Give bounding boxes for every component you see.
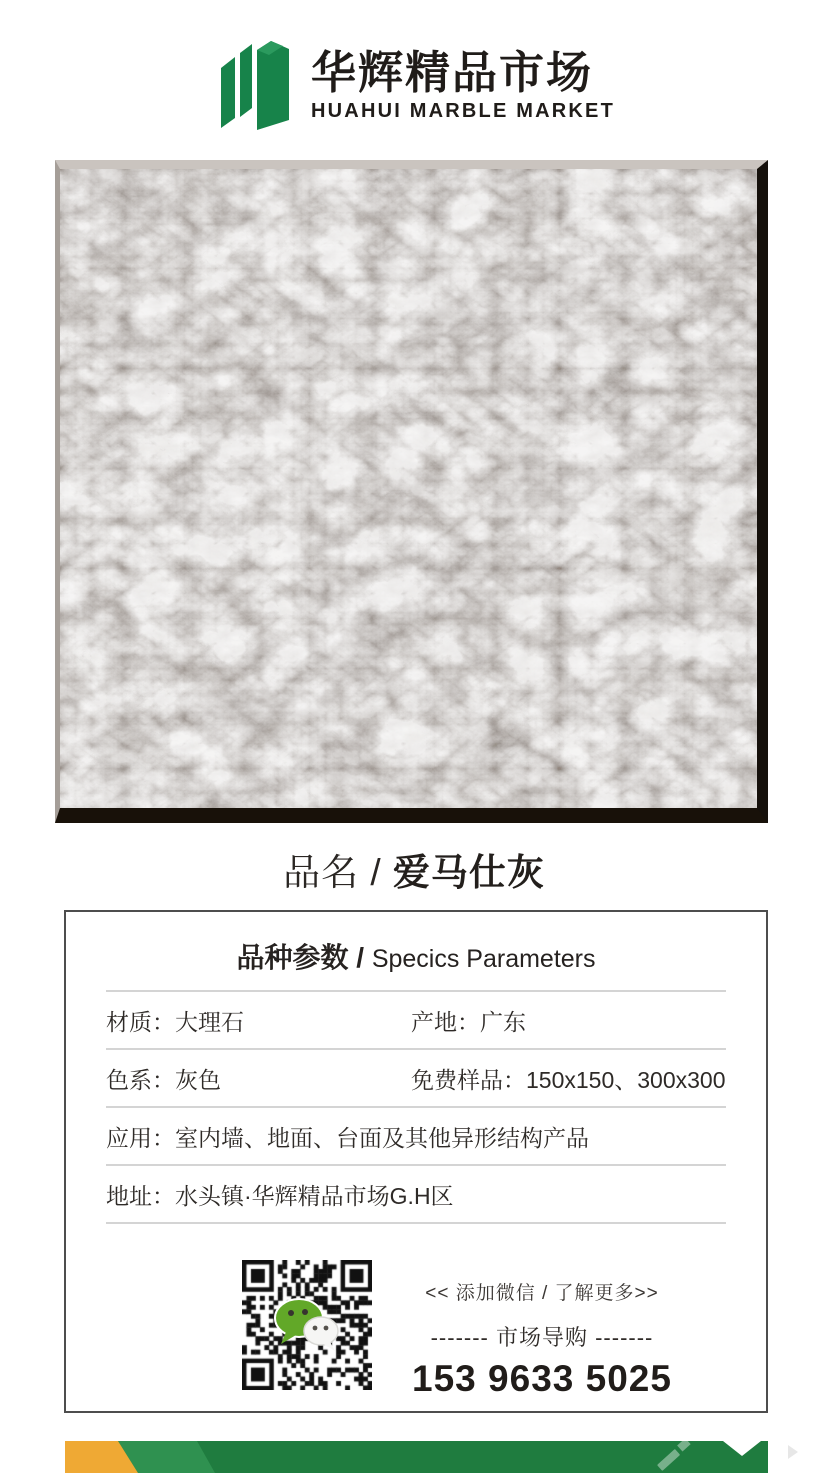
spec-address: 地址：水头镇·华辉精品市场G.H区 (106, 1182, 454, 1209)
wechat-icon (272, 1296, 342, 1352)
spec-row-address (106, 1166, 726, 1224)
product-title-label: 品名 / (283, 852, 393, 893)
market-guide-label: ------- 市场导购 ------- (430, 1325, 654, 1350)
spec-material: 材质：大理石 (106, 1008, 244, 1035)
specs-header-en: Specics Parameters (371, 945, 596, 973)
footer-banner (65, 1441, 768, 1473)
spec-origin: 产地：广东 (411, 1008, 526, 1035)
brand-logo (213, 40, 615, 132)
product-name: 爱马仕灰 (392, 852, 545, 893)
corner-watermark-chevron (788, 1445, 798, 1459)
wechat-qr-code (242, 1260, 372, 1390)
spec-free-sample: 免费样品：150x150、300x300 (411, 1066, 726, 1093)
spec-row-material-origin (106, 992, 726, 1050)
brand-name-cn: 华辉精品市场 (311, 47, 594, 99)
specs-header-cn: 品种参数 / (236, 942, 372, 973)
wechat-hint: << 添加微信 / 了解更多>> (425, 1283, 659, 1304)
brand-name-en: HUAHUI MARBLE MARKET (311, 99, 615, 122)
specs-table (106, 990, 726, 1224)
specs-header (66, 912, 766, 976)
spec-application: 应用：室内墙、地面、台面及其他异形结构产品 (106, 1124, 589, 1151)
spec-row-application (106, 1108, 726, 1166)
product-title (0, 842, 828, 896)
books-logo-icon (213, 40, 293, 132)
phone-number: 153 9633 5025 (412, 1358, 672, 1399)
specs-panel (64, 910, 768, 1413)
spec-color: 色系：灰色 (106, 1066, 221, 1093)
contact-block (362, 1278, 722, 1400)
spec-row-color-sample (106, 1050, 726, 1108)
marble-photo (55, 160, 768, 823)
